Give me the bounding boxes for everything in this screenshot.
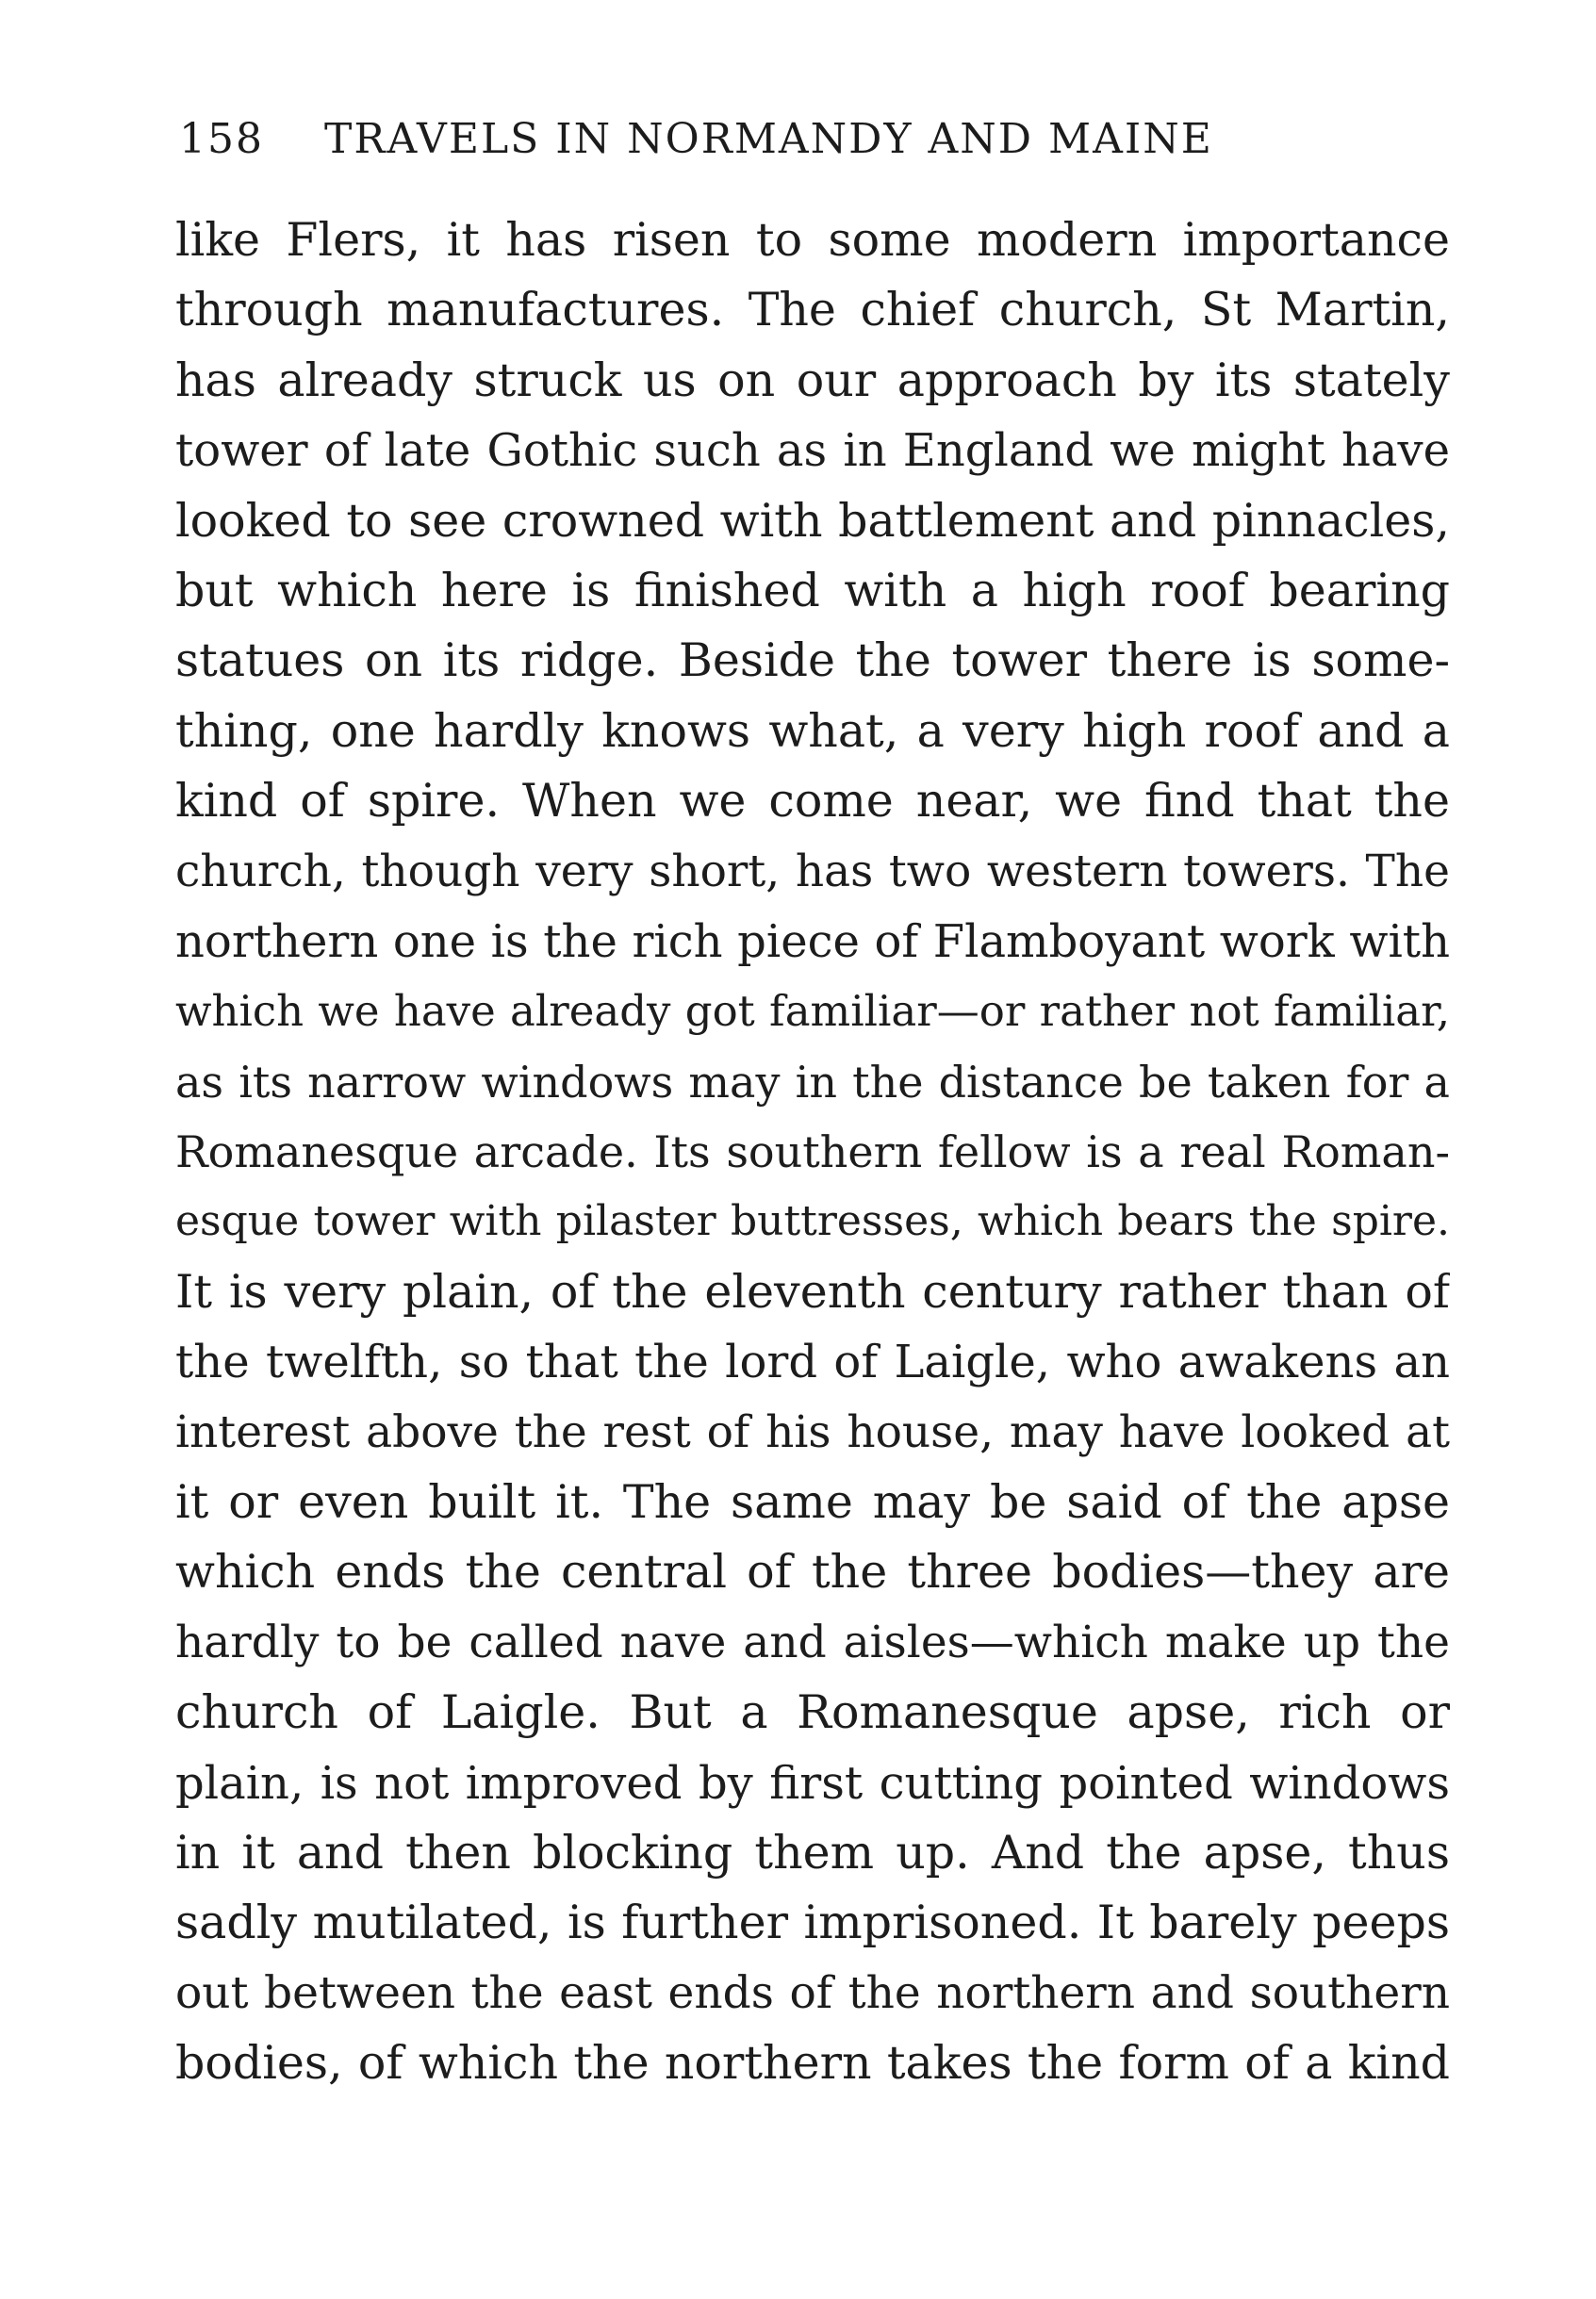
text-line: sadly mutilated, is further imprisoned. It barely peeps (175, 1896, 1450, 1950)
text-line: hardly to be called nave and aisles—which make up the (175, 1616, 1450, 1668)
text-line: plain, is not improved by first cutting pointed windows (175, 1756, 1450, 1810)
page-number: 158 (179, 115, 264, 163)
text-line: Romanesque arcade. Its southern fellow is a real Roman- (175, 1126, 1450, 1178)
text-line: looked to see crowned with battlement and pinnacles, (175, 493, 1450, 548)
text-line: interest above the rest of his house, may have looked at (175, 1405, 1450, 1458)
text-line: tower of late Gothic such as in England we might have (175, 424, 1450, 478)
text-line: but which here is finished with a high roof bearing (175, 563, 1450, 617)
text-line: thing, one hardly knows what, a very high roof and a (175, 703, 1450, 758)
text-line: the twelfth, so that the lord of Laigle, who awakens an (175, 1336, 1450, 1389)
text-line: statues on its ridge. Beside the tower there is some- (175, 633, 1450, 688)
body-text (175, 205, 1450, 2099)
running-title: TRAVELS IN NORMANDY AND MAINE (323, 115, 1213, 163)
text-line: like Flers, it has risen to some modern importance (175, 213, 1450, 267)
text-line: which ends the central of the three bodies—they are (175, 1545, 1450, 1600)
text-line: has already struck us on our approach by its stately (175, 353, 1450, 407)
text-line: northern one is the rich piece of Flamboyant work with (175, 914, 1450, 968)
text-line: it or even built it. The same may be said of the apse (175, 1475, 1450, 1530)
text-line: bodies, of which the northern takes the form of a kind (175, 2036, 1450, 2091)
text-line: as its narrow windows may in the distance be taken for a (175, 1056, 1450, 1108)
text-line: out between the east ends of the northern and southern (175, 1966, 1450, 2019)
text-line: church, though very short, has two western towers. The (175, 845, 1450, 897)
text-line: in it and then blocking them up. And the apse, thus (175, 1825, 1450, 1880)
text-line: church of Laigle. But a Romanesque apse, rich or (175, 1685, 1450, 1740)
text-line: through manufactures. The chief church, St Martin, (175, 283, 1450, 337)
text-line: kind of spire. When we come near, we find that the (175, 774, 1450, 829)
text-line: It is very plain, of the eleventh century rather than of (175, 1264, 1450, 1319)
text-line: which we have already got familiar—or rather not familiar, (175, 986, 1450, 1037)
running-head (179, 111, 1310, 168)
text-line: esque tower with pilaster buttresses, which bears the spire. (175, 1197, 1450, 1246)
